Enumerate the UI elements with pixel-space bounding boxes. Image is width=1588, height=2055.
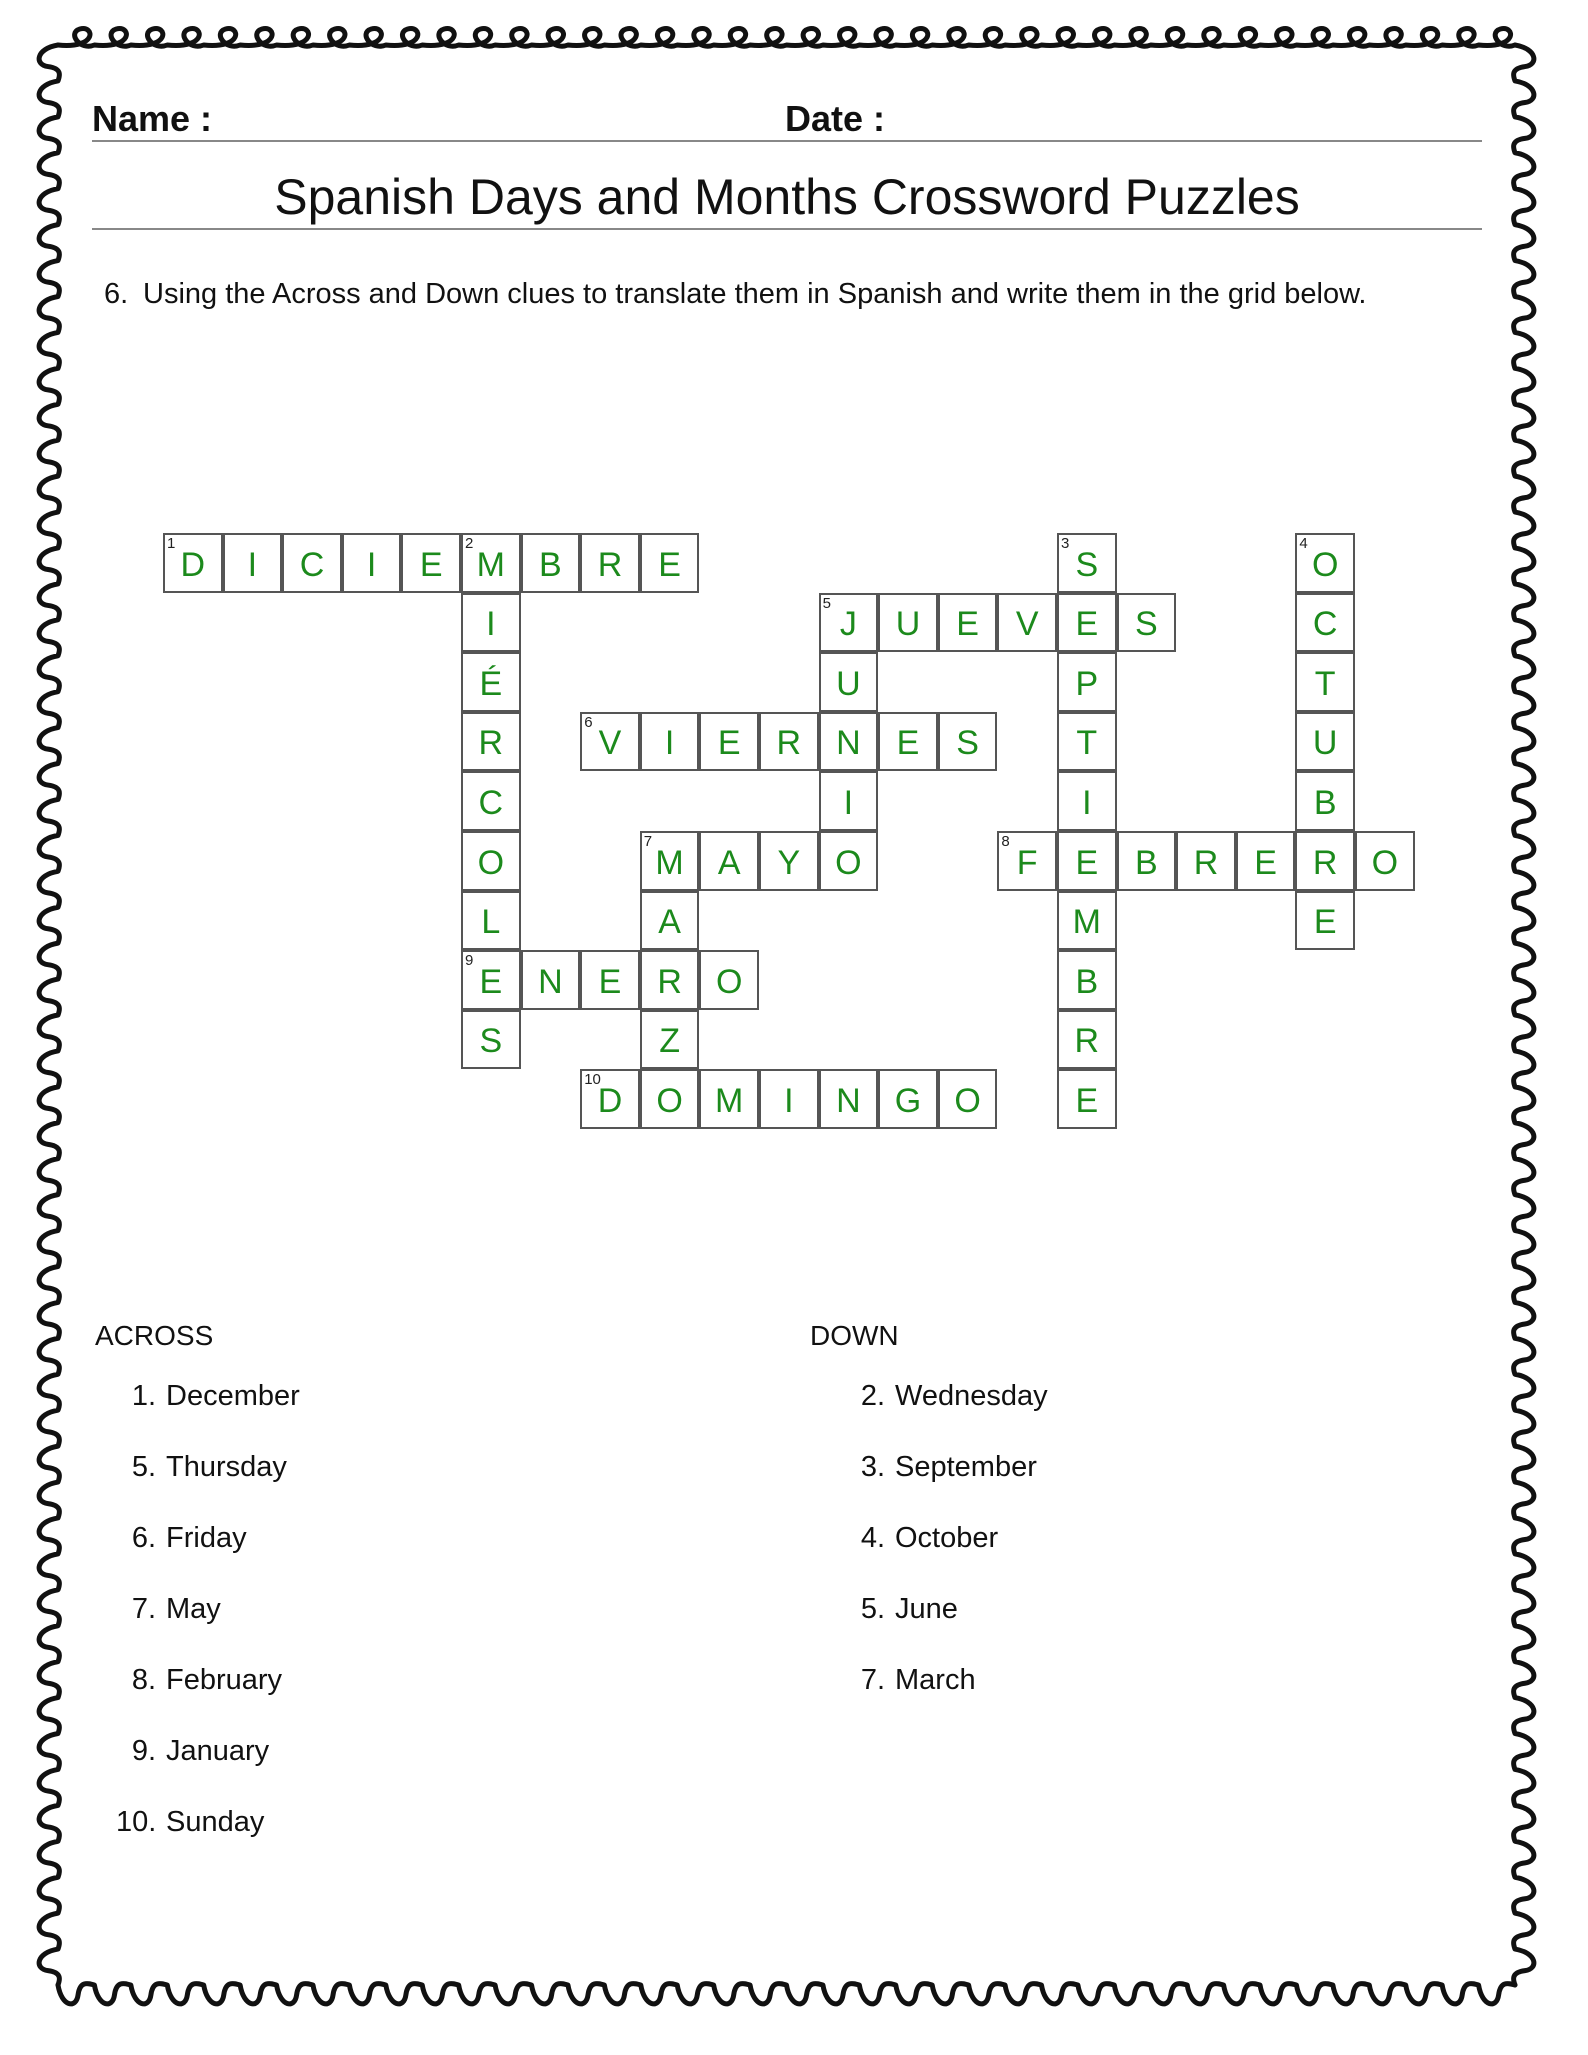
cell-number: 5 [822, 594, 831, 612]
cell-letter: O [835, 843, 862, 882]
clue-text: October [895, 1522, 999, 1554]
down-clue [845, 1451, 1048, 1522]
crossword-cell [1295, 712, 1355, 772]
cell-letter: E [1075, 843, 1099, 882]
across-clue [116, 1522, 300, 1593]
clue-number: 1. [131, 1380, 156, 1412]
crossword-cell [1295, 831, 1355, 891]
cell-letter: T [1314, 664, 1336, 703]
cell-letter: U [1312, 724, 1338, 763]
down-clue-list [845, 1380, 1048, 1735]
cell-letter: C [478, 783, 504, 822]
crossword-cell [223, 533, 283, 593]
name-label: Name : [92, 98, 213, 139]
cell-letter: R [1312, 843, 1338, 882]
crossword-cell [819, 1069, 879, 1129]
cell-letter: E [658, 545, 681, 584]
crossword-cell [640, 1069, 700, 1129]
crossword-cell [1236, 831, 1296, 891]
cell-letter: E [1254, 843, 1277, 882]
crossword-cell [938, 1069, 998, 1129]
cell-number: 1 [167, 535, 176, 552]
crossword-cell [580, 950, 640, 1010]
down-clue [845, 1380, 1048, 1451]
across-clue [116, 1380, 300, 1451]
cell-letter: O [715, 962, 743, 1001]
crossword-cell [1057, 533, 1117, 593]
cell-letter: J [839, 605, 857, 644]
crossword-cell [1176, 831, 1236, 891]
crossword-cell [759, 712, 819, 772]
cell-letter: A [658, 903, 681, 942]
across-clue [116, 1735, 300, 1806]
crossword-cell [878, 593, 938, 653]
crossword-cell [1295, 533, 1355, 593]
clue-number: 8. [131, 1664, 156, 1696]
cell-letter: B [1135, 843, 1158, 882]
crossword-cell [699, 1069, 759, 1129]
crossword-cell [1057, 950, 1117, 1010]
crossword-cell [461, 831, 521, 891]
crossword-cell [1057, 771, 1117, 831]
crossword-cell [1295, 771, 1355, 831]
crossword-cell [1057, 831, 1117, 891]
clue-number: 5. [860, 1593, 885, 1625]
clue-number: 5. [131, 1451, 156, 1483]
cell-letter: V [598, 724, 622, 763]
cell-letter: M [655, 843, 684, 882]
cell-letter: I [1082, 783, 1092, 822]
clue-number: 7. [131, 1593, 156, 1625]
cell-letter: E [956, 605, 979, 644]
cell-letter: E [598, 962, 622, 1001]
cell-letter: Y [777, 843, 801, 882]
cell-letter: L [481, 903, 501, 942]
cell-letter: B [1075, 962, 1099, 1001]
cell-letter: E [479, 962, 503, 1001]
clue-number: 6. [131, 1522, 156, 1554]
cell-letter: V [1015, 605, 1039, 644]
across-clue [116, 1593, 300, 1664]
crossword-cell [1057, 652, 1117, 712]
clue-number: 10. [116, 1806, 157, 1838]
cell-letter: P [1075, 664, 1099, 703]
cell-letter: É [479, 664, 503, 703]
cell-letter: M [715, 1081, 744, 1120]
crossword-cell [521, 533, 581, 593]
cell-letter: E [419, 545, 443, 584]
crossword-cell [938, 593, 998, 653]
across-clue [116, 1806, 300, 1877]
cell-letter: I [664, 724, 675, 763]
crossword-cell [640, 891, 700, 951]
crossword-cell [1057, 593, 1117, 653]
clue-number: 3. [860, 1451, 885, 1483]
across-clue [116, 1664, 300, 1735]
cell-letter: N [836, 1081, 861, 1120]
crossword-cell [580, 533, 640, 593]
clue-text: December [166, 1380, 300, 1412]
cell-letter: O [1311, 545, 1339, 584]
crossword-cell [640, 831, 700, 891]
cell-letter: D [597, 1081, 623, 1120]
cell-letter: A [717, 843, 741, 882]
cell-letter: U [836, 664, 861, 703]
crossword-cell [342, 533, 402, 593]
cell-letter: R [1193, 843, 1219, 882]
crossword-cell [819, 593, 879, 653]
cell-letter: N [538, 962, 563, 1001]
crossword-cell [521, 950, 581, 1010]
cell-letter: S [1135, 605, 1158, 644]
cell-letter: O [656, 1081, 683, 1120]
cell-letter: E [1313, 903, 1337, 942]
crossword-cell [461, 771, 521, 831]
cell-letter: Z [659, 1022, 680, 1061]
cell-letter: E [1075, 605, 1099, 644]
cell-number: 2 [465, 535, 474, 552]
cell-letter: R [657, 962, 682, 1001]
crossword-cell [461, 891, 521, 951]
cell-number: 3 [1061, 535, 1070, 552]
crossword-cell [461, 1010, 521, 1070]
clue-number: 9. [131, 1735, 156, 1767]
crossword-cell [1295, 593, 1355, 653]
cell-letter: F [1016, 843, 1038, 882]
cell-letter: G [894, 1081, 922, 1120]
across-clue-list [116, 1380, 300, 1877]
clue-number: 2. [860, 1380, 885, 1412]
cell-letter: R [1074, 1022, 1100, 1061]
cell-letter: E [1075, 1081, 1099, 1120]
cell-letter: R [597, 545, 623, 584]
cell-letter: C [1312, 605, 1338, 644]
crossword-cell [759, 1069, 819, 1129]
cell-letter: M [1072, 903, 1101, 942]
cell-number: 6 [584, 713, 593, 731]
crossword-cell [819, 831, 879, 891]
crossword-cell [1057, 712, 1117, 772]
cell-letter: D [180, 545, 206, 584]
clue-text: Wednesday [895, 1380, 1048, 1412]
crossword-cell [699, 831, 759, 891]
cell-number: 10 [584, 1071, 601, 1089]
down-clue [845, 1664, 1048, 1735]
clue-number: 7. [860, 1664, 885, 1696]
clue-text: May [166, 1593, 221, 1625]
cell-number: 4 [1299, 535, 1308, 552]
crossword-cell [1117, 593, 1177, 653]
down-clue [845, 1522, 1048, 1593]
crossword-cell [878, 1069, 938, 1129]
crossword-cell [699, 712, 759, 772]
cell-letter: I [247, 545, 258, 584]
cell-letter: T [1076, 724, 1098, 763]
crossword-cell [461, 712, 521, 772]
crossword-cell [401, 533, 461, 593]
cell-letter: N [836, 724, 861, 763]
crossword-cell [461, 533, 521, 593]
crossword-cell [163, 533, 223, 593]
cell-letter: O [1371, 843, 1399, 882]
cell-letter: O [477, 843, 505, 882]
clue-text: February [166, 1664, 283, 1696]
crossword-cell [819, 712, 879, 772]
across-clue [116, 1451, 300, 1522]
cell-letter: M [476, 545, 505, 584]
cell-letter: S [479, 1022, 503, 1061]
cell-letter: B [539, 545, 562, 584]
crossword-cell [1057, 1010, 1117, 1070]
page-title: Spanish Days and Months Crossword Puzzles [274, 169, 1300, 225]
crossword-cell [819, 652, 879, 712]
down-heading: DOWN [810, 1320, 899, 1351]
across-heading: ACROSS [95, 1320, 214, 1351]
cell-letter: I [486, 605, 496, 644]
cell-letter: E [717, 724, 741, 763]
crossword-cell [1295, 891, 1355, 951]
crossword-cell [699, 950, 759, 1010]
crossword-cell [461, 593, 521, 653]
cell-number: 7 [643, 833, 653, 850]
cell-letter: S [1075, 545, 1099, 584]
crossword-cell [640, 712, 700, 772]
instruction-text: Using the Across and Down clues to translate them in Spanish and write them in the grid below. [143, 278, 1367, 310]
crossword-cell [580, 1069, 640, 1129]
border-loop-segment [58, 1984, 1515, 2004]
crossword-cell [640, 1010, 700, 1070]
cell-letter: B [1313, 783, 1337, 822]
crossword-cell [997, 593, 1057, 653]
cell-number: 8 [1001, 833, 1010, 850]
down-clue [845, 1593, 1048, 1664]
crossword-cell [580, 712, 640, 772]
clue-text: September [895, 1451, 1037, 1483]
clue-text: January [166, 1735, 270, 1767]
cell-letter: R [776, 724, 802, 763]
crossword-cell [640, 533, 700, 593]
crossword-cell [1355, 831, 1415, 891]
crossword-cell [878, 712, 938, 772]
clue-text: June [895, 1593, 958, 1625]
crossword-cell [1057, 1069, 1117, 1129]
crossword-cell [1117, 831, 1177, 891]
clue-text: Friday [166, 1522, 247, 1554]
crossword-cell [640, 950, 700, 1010]
cell-letter: I [366, 545, 377, 584]
crossword-cell [461, 652, 521, 712]
cell-letter: O [954, 1081, 981, 1120]
crossword-cell [1295, 652, 1355, 712]
crossword-cell [997, 831, 1057, 891]
cell-letter: E [896, 724, 920, 763]
crossword-cell [938, 712, 998, 772]
cell-letter: C [299, 545, 325, 584]
clue-text: Sunday [166, 1806, 265, 1838]
cell-letter: U [895, 605, 921, 644]
clue-text: Thursday [166, 1451, 287, 1483]
clue-number: 4. [860, 1522, 885, 1554]
cell-letter: I [843, 783, 854, 822]
cell-number: 9 [465, 952, 474, 970]
crossword-cell [819, 771, 879, 831]
crossword-cell [759, 831, 819, 891]
crossword-cell [282, 533, 342, 593]
date-label: Date : [785, 98, 886, 139]
cell-letter: S [956, 724, 979, 763]
clue-text: March [895, 1664, 976, 1696]
crossword-cell [461, 950, 521, 1010]
instruction-number: 6. [104, 278, 129, 310]
crossword-cell [1057, 891, 1117, 951]
cell-letter: R [478, 724, 504, 763]
cell-letter: I [784, 1081, 794, 1120]
